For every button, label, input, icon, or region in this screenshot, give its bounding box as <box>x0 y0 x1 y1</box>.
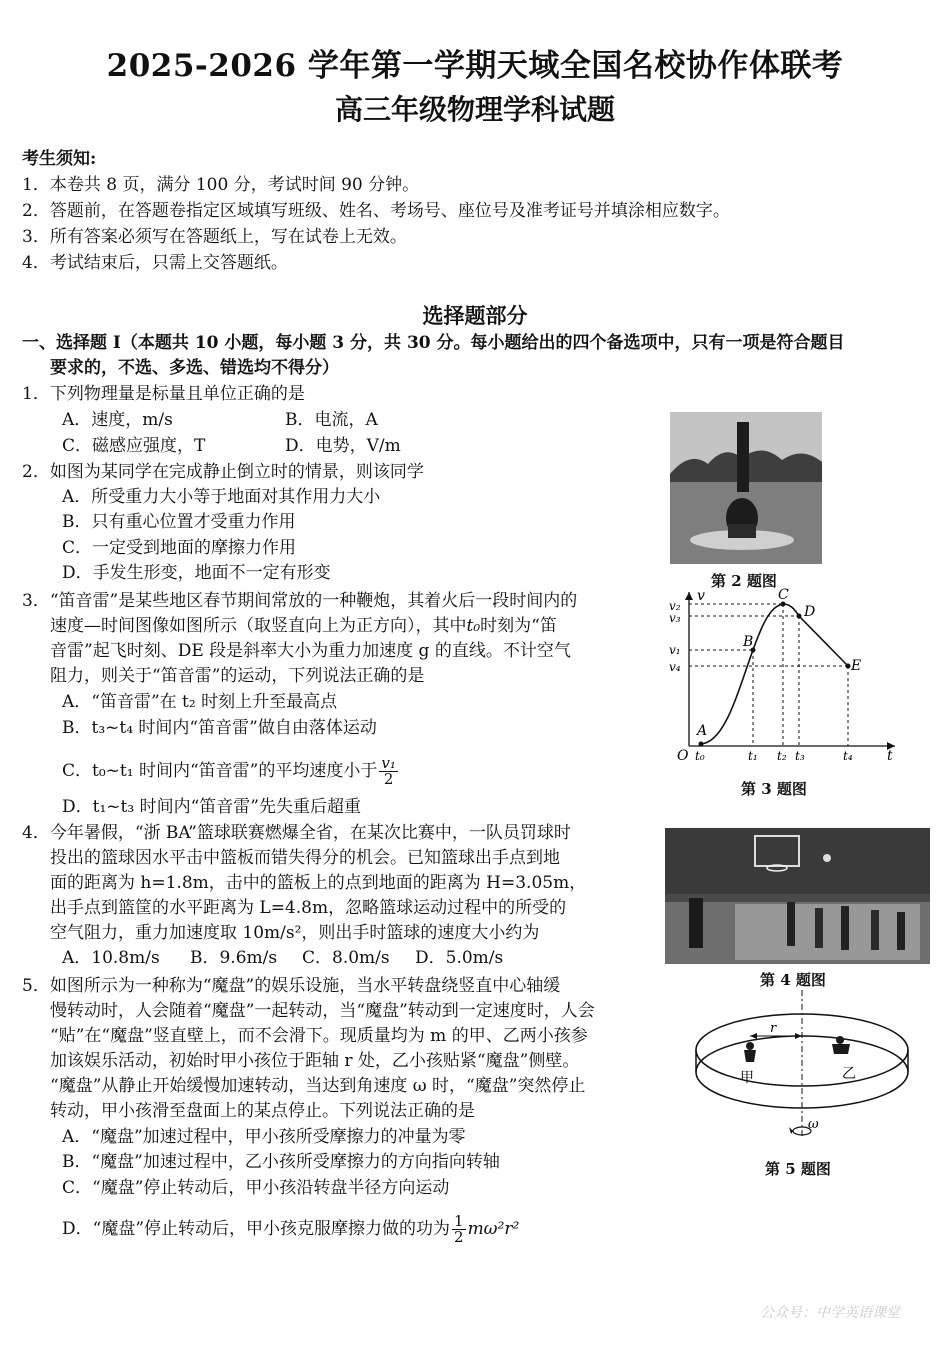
q4-stem-line: 投出的篮球因水平击中篮板而错失得分的机会。已知篮球出手点到地 <box>50 848 560 868</box>
q5-option-c: C．“魔盘”停止转动后，甲小孩沿转盘半径方向运动 <box>62 1178 450 1198</box>
notice-item: 4．考试结束后，只需上交答题纸。 <box>22 253 288 273</box>
q3-option-a: A．“笛音雷”在 t₂ 时刻上升至最高点 <box>62 692 338 712</box>
section-title: 选择题部分 <box>422 303 528 328</box>
v1-label: v₁ <box>669 643 681 657</box>
exam-subtitle: 高三年级物理学科试题 <box>334 93 615 126</box>
t0-label: t₀ <box>695 749 705 763</box>
q5-stem-line: 转动，甲小孩滑至盘面上的某点停止。下列说法正确的是 <box>50 1101 475 1121</box>
q4-caption: 第 4 题图 <box>760 971 826 989</box>
t2-label: t₂ <box>777 749 787 763</box>
notice-item: 1．本卷共 8 页，满分 100 分，考试时间 90 分钟。 <box>22 175 420 195</box>
v3-label: v₃ <box>669 611 681 625</box>
q4-option-c: C．8.0m/s <box>302 948 390 968</box>
q1-stem: 1．下列物理量是标量且单位正确的是 <box>22 384 305 404</box>
q2-stem: 2．如图为某同学在完成静止倒立时的情景，则该同学 <box>22 462 424 482</box>
part1-instruction-cont: 要求的，不选、多选、错选均不得分） <box>50 358 339 378</box>
q4-stem-line: 空气阻力，重力加速度取 10m/s²，则出手时篮球的速度大小约为 <box>50 923 540 943</box>
watermark: 公众号：中学英语课堂 <box>760 1305 900 1321</box>
q5-stem-line: “贴”在“魔盘”竖直壁上，而不会滑下。现质量均为 m 的甲、乙两小孩参 <box>50 1026 588 1046</box>
notice-item: 2．答题前，在答题卷指定区域填写班级、姓名、考场号、座位号及准考证号并填涂相应数字。 <box>22 201 730 221</box>
q1-option-b: B．电流，A <box>285 410 378 430</box>
q5-option-d: D．“魔盘”停止转动后，甲小孩克服摩擦力做的功为 $\frac{1}{2}$ mω²r² <box>62 1212 520 1246</box>
q2-option-c: C．一定受到地面的摩擦力作用 <box>62 538 297 558</box>
point-e-label: E <box>851 658 862 674</box>
t-axis-label: t <box>887 748 893 764</box>
q5-stem-line: 5．如图所示为一种称为“魔盘”的娱乐设施，当水平转盘绕竖直中心轴缓 <box>22 976 561 996</box>
q5-stem-line: 加该娱乐活动，初始时甲小孩位于距轴 r 处，乙小孩贴紧“魔盘”侧壁。 <box>50 1051 580 1071</box>
q3-option-c: C．t₀~t₁ 时间内“笛音雷”的平均速度小于 $\frac{\text{v₁}}{2}$ <box>62 754 396 788</box>
child-yi-label: 乙 <box>842 1066 856 1082</box>
q2-option-b: B．只有重心位置才受重力作用 <box>62 512 296 532</box>
child-jia-label: 甲 <box>740 1070 754 1086</box>
fraction: $\frac{\text{v₁}}{2}$ <box>381 754 396 788</box>
q1-option-d: D．电势，V/m <box>285 436 401 456</box>
fraction: $\frac{1}{2}$ <box>454 1212 464 1246</box>
q2-photo <box>670 412 822 564</box>
omega-label: ω <box>808 1117 819 1132</box>
exam-title: 2025-2026 学年第一学期天域全国名校协作体联考 <box>106 48 844 84</box>
v2-label: v₂ <box>669 599 681 613</box>
q4-option-b: B．9.6m/s <box>190 948 278 968</box>
q3-caption: 第 3 题图 <box>741 780 807 798</box>
q4-option-a: A．10.8m/s <box>62 948 160 968</box>
v4-label: v₄ <box>669 660 681 674</box>
q3-option-d: D．t₁~t₃ 时间内“笛音雷”先失重后超重 <box>62 797 361 817</box>
t4-label: t₄ <box>843 749 853 763</box>
q4-stem-line: 出手点到篮筐的水平距离为 L=4.8m，忽略篮球运动过程中的所受的 <box>50 898 567 918</box>
q4-option-d: D．5.0m/s <box>415 948 504 968</box>
point-c-label: C <box>778 587 789 603</box>
t1-label: t₁ <box>748 749 758 763</box>
q2-option-d: D．手发生形变，地面不一定有形变 <box>62 563 331 583</box>
q4-photo <box>665 828 930 964</box>
q3-option-b: B．t₃~t₄ 时间内“笛音雷”做自由落体运动 <box>62 718 377 738</box>
q5-option-a: A．“魔盘”加速过程中，甲小孩所受摩擦力的冲量为零 <box>62 1127 466 1147</box>
q3-stem-line: 阻力，则关于“笛音雷”的运动，下列说法正确的是 <box>50 666 425 686</box>
q5-caption: 第 5 题图 <box>765 1160 831 1178</box>
vt-graph <box>665 584 905 764</box>
q3-stem-line: 音雷”起飞时刻、DE 段是斜率大小为重力加速度 g 的直线。不计空气 <box>50 641 571 661</box>
notice-heading: 考生须知: <box>22 149 97 169</box>
q4-stem-line: 面的距离为 h=1.8m，击中的篮板上的点到地面的距离为 H=3.05m， <box>50 873 587 893</box>
point-d-label: D <box>804 604 816 620</box>
q1-option-c: C．磁感应强度，T <box>62 436 206 456</box>
notice-item: 3．所有答案必须写在答题纸上，写在试卷上无效。 <box>22 227 407 247</box>
q4-stem-line: 4．今年暑假，“浙 BA”篮球联赛燃爆全省，在某次比赛中，一队员罚球时 <box>22 823 571 843</box>
q3-stem-line: 速度—时间图像如图所示（取竖直向上为正方向），其中t₀时刻为“笛 <box>50 616 557 636</box>
q5-stem-line: “魔盘”从静止开始缓慢加速转动，当达到角速度 ω 时，“魔盘”突然停止 <box>50 1076 586 1096</box>
origin-label: O <box>677 748 689 764</box>
q5-stem-line: 慢转动时，人会随着“魔盘”一起转动，当“魔盘”转动到一定速度时，人会 <box>50 1001 595 1021</box>
q3-stem-line: 3．“笛音雷”是某些地区春节期间常放的一种鞭炮，其着火后一段时间内的 <box>22 591 578 611</box>
magic-disc-figure <box>690 988 920 1150</box>
q2-caption: 第 2 题图 <box>711 572 777 590</box>
q5-option-b: B．“魔盘”加速过程中，乙小孩所受摩擦力的方向指向转轴 <box>62 1152 500 1172</box>
part1-instruction: 一、选择题 I（本题共 10 小题，每小题 3 分，共 30 分。每小题给出的四个备选项中，只有一项是符合题目 <box>22 333 845 353</box>
point-b-label: B <box>743 634 754 650</box>
q2-option-a: A．所受重力大小等于地面对其作用力大小 <box>62 487 381 507</box>
v-axis-label: v <box>697 588 705 604</box>
radius-label: r <box>770 1021 777 1036</box>
q1-option-a: A．速度，m/s <box>62 410 173 430</box>
point-a-label: A <box>697 723 708 739</box>
t3-label: t₃ <box>795 749 805 763</box>
